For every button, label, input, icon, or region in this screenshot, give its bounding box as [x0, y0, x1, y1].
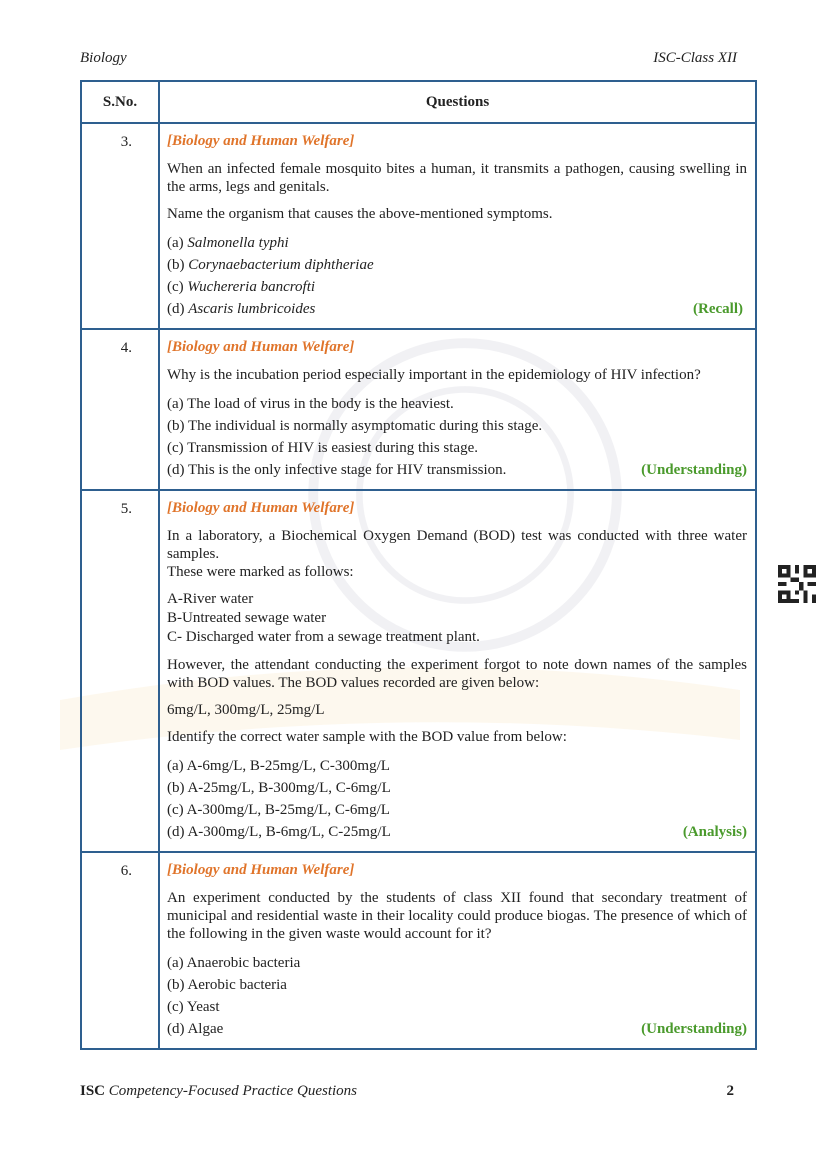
question-prompt: Identify the correct water sample with the BOD value from below: — [167, 729, 567, 745]
option-a: (a) The load of virus in the body is the heaviest. — [167, 396, 454, 412]
option-d-row — [167, 459, 747, 481]
footer-title — [80, 1083, 357, 1100]
option-b: (b) Aerobic bacteria — [167, 977, 287, 993]
option-d: (d) Algae — [167, 1021, 224, 1037]
col-questions-header: Questions — [159, 81, 756, 123]
option-d: (d) A-300mg/L, B-6mg/L, C-25mg/L — [167, 824, 391, 840]
question-text-2: These were marked as follows: — [167, 564, 354, 580]
question-row — [81, 123, 756, 329]
question-content — [159, 329, 756, 490]
option-d: (d) Ascaris lumbricoides — [167, 301, 316, 317]
question-row — [81, 329, 756, 490]
question-text: In a laboratory, a Biochemical Oxygen Demand (BOD) test was conducted with three water samples. — [167, 528, 747, 562]
question-number: 5. — [81, 490, 159, 852]
question-topic: [Biology and Human Welfare] — [167, 339, 355, 355]
page-number: 2 — [726, 1083, 734, 1099]
question-topic: [Biology and Human Welfare] — [167, 862, 355, 878]
option-b: (b) A-25mg/L, B-300mg/L, C-6mg/L — [167, 780, 391, 796]
question-row — [81, 852, 756, 1049]
option-c: (c) Wuchereria bancrofti — [167, 279, 316, 295]
question-content — [159, 123, 756, 329]
header-subject: Biology — [80, 50, 127, 66]
question-prompt: Name the organism that causes the above-mentioned symptoms. — [167, 206, 553, 222]
question-number: 6. — [81, 852, 159, 1049]
option-b: (b) The individual is normally asymptomatic during this stage. — [167, 418, 543, 434]
sample-item: C- Discharged water from a sewage treatment plant. — [167, 629, 480, 645]
sample-list — [167, 590, 747, 647]
option-d-row — [167, 821, 747, 843]
table-header-row — [81, 81, 756, 123]
footer-brand: ISC — [80, 1083, 106, 1099]
sample-item: B-Untreated sewage water — [167, 610, 327, 626]
question-text-3: However, the attendant conducting the experiment forgot to note down names of the samples with BOD values. The BOD values recorded are given below: — [167, 657, 747, 691]
option-c: (c) Yeast — [167, 999, 220, 1015]
question-content — [159, 490, 756, 852]
option-b: (b) Corynaebacterium diphtheriae — [167, 257, 374, 273]
option-d-row — [167, 298, 747, 320]
option-a: (a) Anaerobic bacteria — [167, 955, 301, 971]
question-topic: [Biology and Human Welfare] — [167, 500, 355, 516]
option-d-row — [167, 1018, 747, 1040]
question-topic: [Biology and Human Welfare] — [167, 133, 355, 149]
questions-table — [80, 80, 757, 1050]
qr-code-icon[interactable] — [778, 565, 816, 603]
option-d: (d) This is the only infective stage for HIV transmission. — [167, 462, 507, 478]
option-a: (a) A-6mg/L, B-25mg/L, C-300mg/L — [167, 758, 390, 774]
col-sno-header: S.No. — [81, 81, 159, 123]
competency-tag: (Recall) — [693, 301, 743, 317]
competency-tag: (Understanding) — [641, 1021, 747, 1037]
question-content — [159, 852, 756, 1049]
competency-tag: (Understanding) — [641, 462, 747, 478]
footer-subtitle: Competency-Focused Practice Questions — [108, 1083, 358, 1099]
sample-item: A-River water — [167, 591, 254, 607]
question-number: 3. — [81, 123, 159, 329]
header-class: ISC-Class XII — [653, 50, 737, 66]
option-c: (c) A-300mg/L, B-25mg/L, C-6mg/L — [167, 802, 390, 818]
question-text: When an infected female mosquito bites a human, it transmits a pathogen, causing swelling in the arms, legs and genitals. — [167, 161, 747, 195]
competency-tag: (Analysis) — [682, 824, 747, 840]
question-text: An experiment conducted by the students of class XII found that secondary treatment of municipal and residential waste in their locality could produce biogas. The presence of which of the following in the given waste would account for it? — [167, 890, 747, 942]
question-number: 4. — [81, 329, 159, 490]
question-text: Why is the incubation period especially important in the epidemiology of HIV infection? — [167, 367, 701, 383]
option-a: (a) Salmonella typhi — [167, 235, 289, 251]
question-row — [81, 490, 756, 852]
option-c: (c) Transmission of HIV is easiest during this stage. — [167, 440, 478, 456]
bod-values: 6mg/L, 300mg/L, 25mg/L — [167, 702, 325, 718]
